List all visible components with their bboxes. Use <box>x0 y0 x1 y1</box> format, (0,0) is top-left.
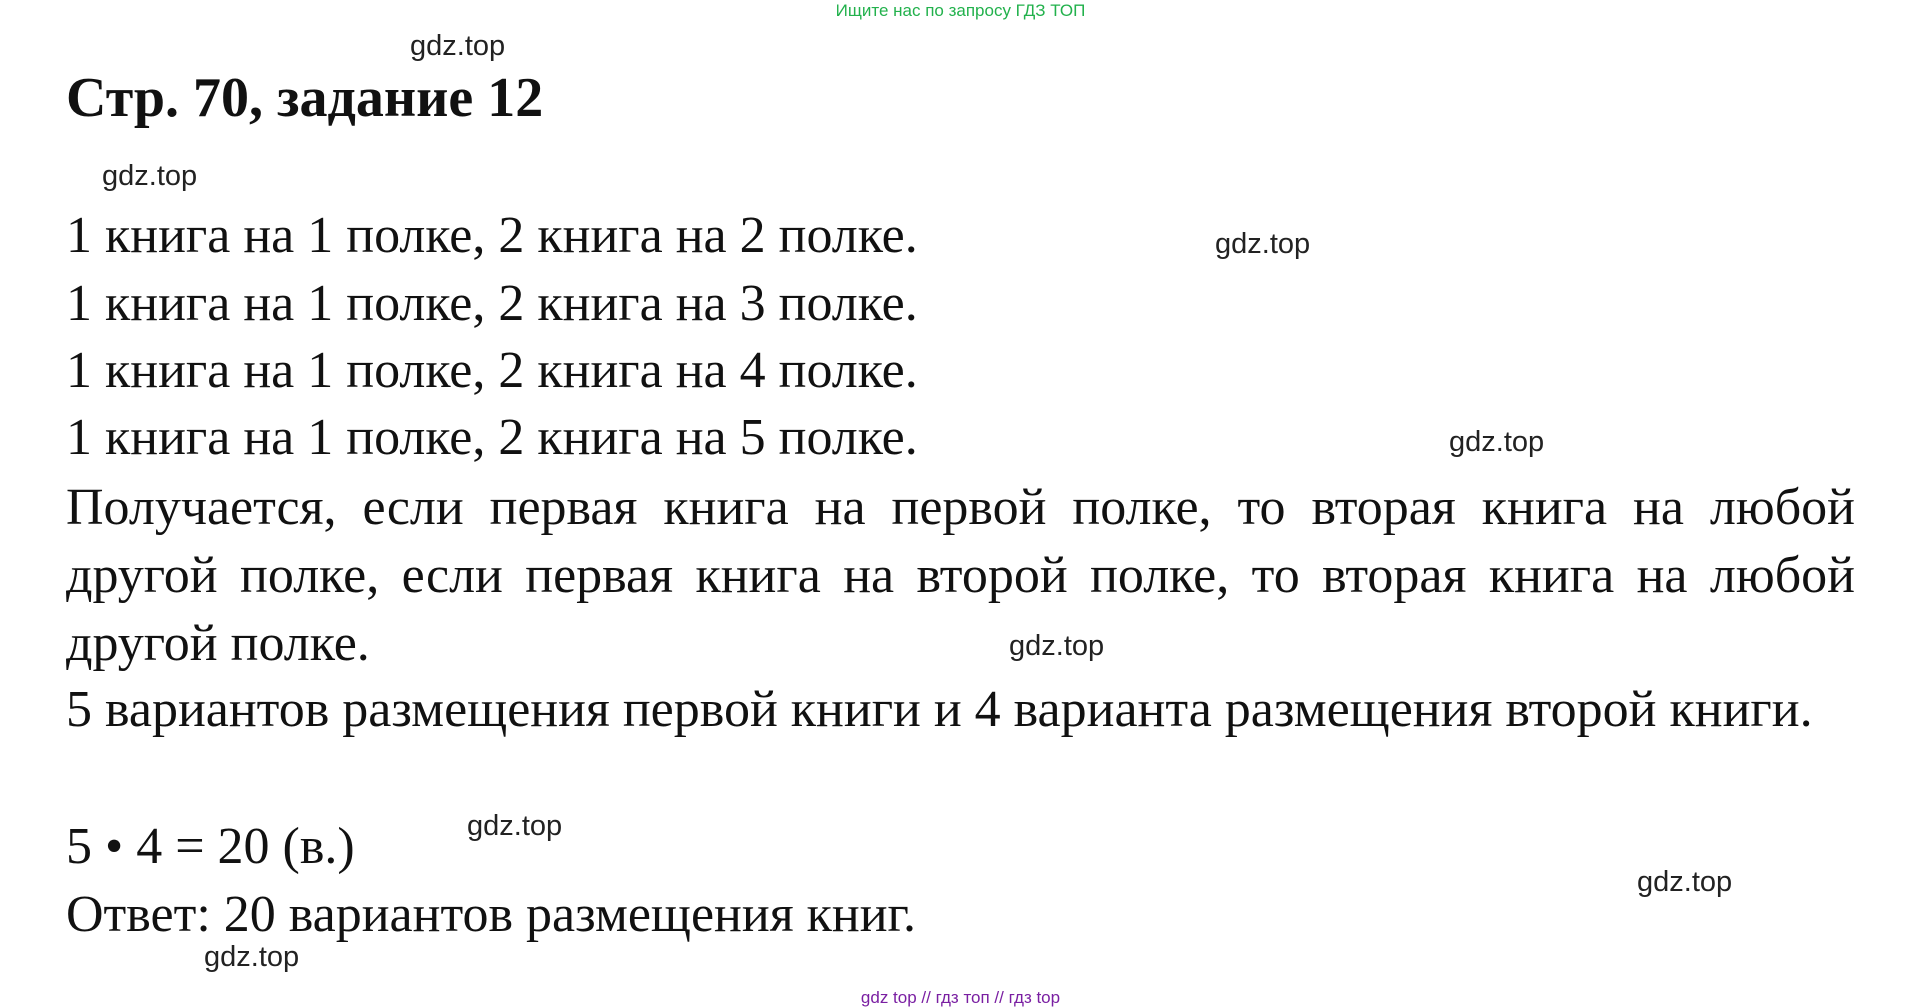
text-line: 1 книга на 1 полке, 2 книга на 2 полке. <box>66 207 918 264</box>
equation: 5 • 4 = 20 (в.) <box>66 818 355 875</box>
answer: Ответ: 20 вариантов размещения книг. <box>66 886 917 943</box>
watermark: gdz.top <box>410 30 506 62</box>
text-line: 1 книга на 1 полке, 2 книга на 5 полке. <box>66 409 918 466</box>
page-title: Стр. 70, задание 12 <box>66 67 544 129</box>
watermark: gdz.top <box>1009 630 1105 662</box>
watermark: gdz.top <box>204 941 300 973</box>
top-banner: Ищите нас по запросу ГДЗ ТОП <box>835 1 1086 20</box>
text-line: 1 книга на 1 полке, 2 книга на 3 полке. <box>66 275 918 332</box>
watermark: gdz.top <box>467 810 563 842</box>
watermark: gdz.top <box>1637 866 1733 898</box>
watermark: gdz.top <box>102 160 198 192</box>
watermark: gdz.top <box>1449 426 1545 458</box>
footer-links: gdz top // гдз топ // гдз top <box>860 988 1061 1007</box>
text-line: 1 книга на 1 полке, 2 книга на 4 полке. <box>66 342 918 399</box>
watermark: gdz.top <box>1215 228 1311 260</box>
paragraph-explanation: Получается, если первая книга на первой полке, то вторая книга на любой другой полке, если первая книга на второй полке, то вторая книга на любой другой полке. <box>66 479 1855 672</box>
paragraph-variants: 5 вариантов размещения первой книги и 4 варианта размещения второй книги. <box>66 681 1813 738</box>
